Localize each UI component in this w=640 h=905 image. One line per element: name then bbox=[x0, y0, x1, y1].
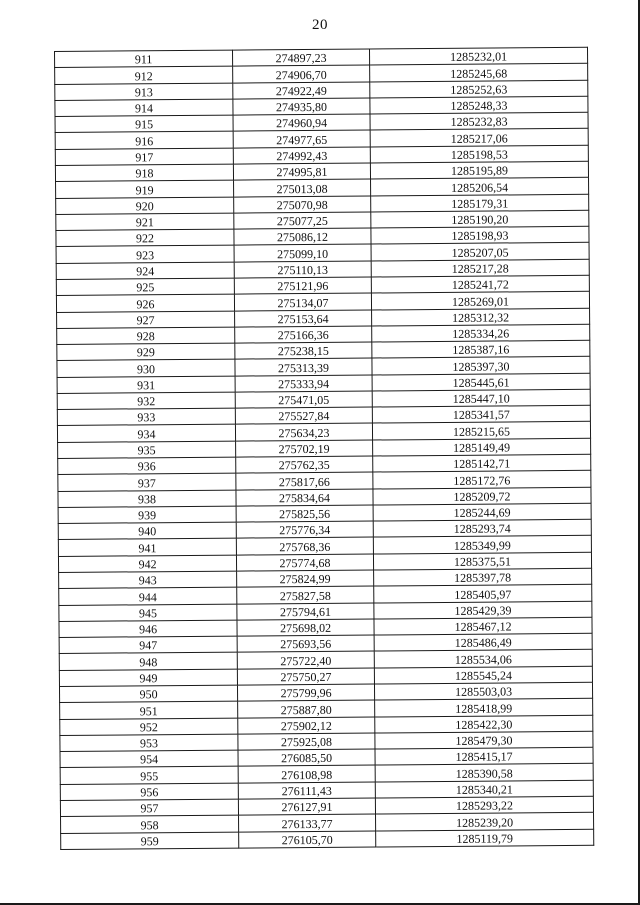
y-coordinate-cell: 1285503,03 bbox=[374, 682, 592, 700]
point-number-cell: 951 bbox=[60, 701, 238, 719]
y-coordinate-cell: 1285445,61 bbox=[372, 373, 590, 391]
point-number-cell: 945 bbox=[59, 604, 237, 622]
y-coordinate-cell: 1285534,06 bbox=[374, 650, 592, 668]
y-coordinate-cell: 1285293,74 bbox=[373, 519, 591, 537]
x-coordinate-cell: 275134,07 bbox=[234, 293, 371, 310]
x-coordinate-cell: 274897,23 bbox=[232, 49, 369, 66]
x-coordinate-cell: 276108,98 bbox=[238, 765, 375, 782]
x-coordinate-cell: 275634,23 bbox=[235, 423, 372, 440]
y-coordinate-cell: 1285486,49 bbox=[374, 633, 592, 651]
point-number-cell: 935 bbox=[58, 441, 236, 459]
x-coordinate-cell: 275817,66 bbox=[236, 472, 373, 489]
point-number-cell: 921 bbox=[56, 213, 234, 231]
y-coordinate-cell: 1285232,01 bbox=[369, 47, 587, 65]
point-number-cell: 931 bbox=[57, 376, 235, 394]
y-coordinate-cell: 1285179,31 bbox=[371, 194, 589, 212]
y-coordinate-cell: 1285172,76 bbox=[373, 471, 591, 489]
point-number-cell: 953 bbox=[60, 734, 238, 752]
point-number-cell: 959 bbox=[61, 832, 239, 850]
point-number-cell: 929 bbox=[57, 343, 235, 361]
point-number-cell: 916 bbox=[55, 132, 233, 150]
point-number-cell: 942 bbox=[58, 555, 236, 573]
x-coordinate-cell: 276127,91 bbox=[238, 798, 375, 815]
y-coordinate-cell: 1285248,33 bbox=[370, 96, 588, 114]
point-number-cell: 914 bbox=[55, 99, 233, 117]
x-coordinate-cell: 275825,56 bbox=[236, 505, 373, 522]
coordinates-table-body bbox=[55, 47, 594, 849]
point-number-cell: 924 bbox=[56, 262, 234, 280]
y-coordinate-cell: 1285215,65 bbox=[372, 422, 590, 440]
y-coordinate-cell: 1285207,05 bbox=[371, 243, 589, 261]
point-number-cell: 948 bbox=[59, 652, 237, 670]
y-coordinate-cell: 1285269,01 bbox=[371, 292, 589, 310]
point-number-cell: 957 bbox=[60, 799, 238, 817]
y-coordinate-cell: 1285340,21 bbox=[375, 780, 593, 798]
point-number-cell: 933 bbox=[57, 408, 235, 426]
y-coordinate-cell: 1285418,99 bbox=[375, 699, 593, 717]
x-coordinate-cell: 274935,80 bbox=[233, 98, 370, 115]
y-coordinate-cell: 1285375,51 bbox=[373, 552, 591, 570]
x-coordinate-cell: 276111,43 bbox=[238, 782, 375, 799]
y-coordinate-cell: 1285241,72 bbox=[371, 275, 589, 293]
x-coordinate-cell: 275013,08 bbox=[234, 179, 371, 196]
y-coordinate-cell: 1285397,30 bbox=[372, 357, 590, 375]
x-coordinate-cell: 275693,56 bbox=[237, 635, 374, 652]
y-coordinate-cell: 1285198,93 bbox=[371, 226, 589, 244]
y-coordinate-cell: 1285190,20 bbox=[371, 210, 589, 228]
y-coordinate-cell: 1285447,10 bbox=[372, 389, 590, 407]
x-coordinate-cell: 275702,19 bbox=[236, 440, 373, 457]
x-coordinate-cell: 275768,36 bbox=[236, 537, 373, 554]
y-coordinate-cell: 1285349,99 bbox=[373, 536, 591, 554]
y-coordinate-cell: 1285312,32 bbox=[372, 308, 590, 326]
y-coordinate-cell: 1285397,78 bbox=[374, 568, 592, 586]
y-coordinate-cell: 1285422,30 bbox=[375, 715, 593, 733]
y-coordinate-cell: 1285217,28 bbox=[371, 259, 589, 277]
point-number-cell: 958 bbox=[61, 815, 239, 833]
x-coordinate-cell: 274977,65 bbox=[233, 130, 370, 147]
point-number-cell: 952 bbox=[60, 718, 238, 736]
y-coordinate-cell: 1285429,39 bbox=[374, 601, 592, 619]
x-coordinate-cell: 275166,36 bbox=[235, 326, 372, 343]
x-coordinate-cell: 275333,94 bbox=[235, 375, 372, 392]
x-coordinate-cell: 275750,27 bbox=[237, 668, 374, 685]
x-coordinate-cell: 276105,70 bbox=[239, 830, 376, 847]
y-coordinate-cell: 1285334,26 bbox=[372, 324, 590, 342]
point-number-cell: 926 bbox=[56, 294, 234, 312]
y-coordinate-cell: 1285195,89 bbox=[370, 161, 588, 179]
point-number-cell: 917 bbox=[55, 148, 233, 166]
point-number-cell: 913 bbox=[55, 83, 233, 101]
y-coordinate-cell: 1285198,53 bbox=[370, 145, 588, 163]
point-number-cell: 940 bbox=[58, 522, 236, 540]
point-number-cell: 915 bbox=[55, 115, 233, 133]
x-coordinate-cell: 275887,80 bbox=[238, 700, 375, 717]
page-number: 20 bbox=[312, 17, 328, 33]
y-coordinate-cell: 1285239,20 bbox=[376, 813, 594, 831]
coordinates-table-container bbox=[54, 47, 590, 850]
x-coordinate-cell: 275824,99 bbox=[237, 570, 374, 587]
x-coordinate-cell: 275077,25 bbox=[234, 212, 371, 229]
point-number-cell: 922 bbox=[56, 229, 234, 247]
point-number-cell: 920 bbox=[56, 197, 234, 215]
y-coordinate-cell: 1285232,83 bbox=[370, 112, 588, 130]
y-coordinate-cell: 1285341,57 bbox=[372, 405, 590, 423]
x-coordinate-cell: 275722,40 bbox=[237, 651, 374, 668]
point-number-cell: 911 bbox=[55, 50, 233, 68]
x-coordinate-cell: 275110,13 bbox=[234, 261, 371, 278]
x-coordinate-cell: 276133,77 bbox=[239, 814, 376, 831]
point-number-cell: 944 bbox=[59, 587, 237, 605]
y-coordinate-cell: 1285206,54 bbox=[371, 178, 589, 196]
x-coordinate-cell: 275762,35 bbox=[236, 456, 373, 473]
x-coordinate-cell: 275238,15 bbox=[235, 342, 372, 359]
coordinates-table bbox=[54, 47, 594, 850]
y-coordinate-cell: 1285209,72 bbox=[373, 487, 591, 505]
y-coordinate-cell: 1285405,97 bbox=[374, 585, 592, 603]
x-coordinate-cell: 275471,05 bbox=[235, 391, 372, 408]
x-coordinate-cell: 274995,81 bbox=[233, 163, 370, 180]
x-coordinate-cell: 275799,96 bbox=[237, 684, 374, 701]
point-number-cell: 949 bbox=[59, 669, 237, 687]
point-number-cell: 941 bbox=[58, 539, 236, 557]
x-coordinate-cell: 275099,10 bbox=[234, 244, 371, 261]
x-coordinate-cell: 274922,49 bbox=[233, 82, 370, 99]
x-coordinate-cell: 275794,61 bbox=[237, 603, 374, 620]
y-coordinate-cell: 1285390,58 bbox=[375, 764, 593, 782]
y-coordinate-cell: 1285545,24 bbox=[374, 666, 592, 684]
point-number-cell: 928 bbox=[57, 327, 235, 345]
x-coordinate-cell: 275827,58 bbox=[237, 586, 374, 603]
x-coordinate-cell: 275925,08 bbox=[238, 733, 375, 750]
point-number-cell: 954 bbox=[60, 750, 238, 768]
y-coordinate-cell: 1285217,06 bbox=[370, 129, 588, 147]
point-number-cell: 939 bbox=[58, 506, 236, 524]
x-coordinate-cell: 275153,64 bbox=[235, 310, 372, 327]
y-coordinate-cell: 1285119,79 bbox=[376, 829, 594, 847]
x-coordinate-cell: 274906,70 bbox=[233, 65, 370, 82]
y-coordinate-cell: 1285245,68 bbox=[370, 64, 588, 82]
x-coordinate-cell: 275527,84 bbox=[235, 407, 372, 424]
point-number-cell: 950 bbox=[59, 685, 237, 703]
point-number-cell: 943 bbox=[59, 571, 237, 589]
x-coordinate-cell: 275776,34 bbox=[236, 521, 373, 538]
y-coordinate-cell: 1285244,69 bbox=[373, 503, 591, 521]
point-number-cell: 934 bbox=[57, 425, 235, 443]
point-number-cell: 955 bbox=[60, 766, 238, 784]
point-number-cell: 938 bbox=[58, 490, 236, 508]
x-coordinate-cell: 275902,12 bbox=[238, 717, 375, 734]
y-coordinate-cell: 1285142,71 bbox=[373, 454, 591, 472]
x-coordinate-cell: 274992,43 bbox=[233, 147, 370, 164]
x-coordinate-cell: 275086,12 bbox=[234, 228, 371, 245]
y-coordinate-cell: 1285387,16 bbox=[372, 340, 590, 358]
y-coordinate-cell: 1285149,49 bbox=[373, 438, 591, 456]
point-number-cell: 925 bbox=[56, 278, 234, 296]
x-coordinate-cell: 275121,96 bbox=[234, 277, 371, 294]
point-number-cell: 956 bbox=[60, 783, 238, 801]
x-coordinate-cell: 275070,98 bbox=[234, 196, 371, 213]
x-coordinate-cell: 275834,64 bbox=[236, 489, 373, 506]
point-number-cell: 936 bbox=[58, 457, 236, 475]
point-number-cell: 947 bbox=[59, 636, 237, 654]
y-coordinate-cell: 1285415,17 bbox=[375, 747, 593, 765]
point-number-cell: 927 bbox=[57, 311, 235, 329]
y-coordinate-cell: 1285252,63 bbox=[370, 80, 588, 98]
point-number-cell: 923 bbox=[56, 245, 234, 263]
x-coordinate-cell: 276085,50 bbox=[238, 749, 375, 766]
x-coordinate-cell: 274960,94 bbox=[233, 114, 370, 131]
point-number-cell: 930 bbox=[57, 359, 235, 377]
point-number-cell: 937 bbox=[58, 473, 236, 491]
y-coordinate-cell: 1285479,30 bbox=[375, 731, 593, 749]
point-number-cell: 912 bbox=[55, 66, 233, 84]
x-coordinate-cell: 275698,02 bbox=[237, 619, 374, 636]
point-number-cell: 946 bbox=[59, 620, 237, 638]
point-number-cell: 932 bbox=[57, 392, 235, 410]
x-coordinate-cell: 275774,68 bbox=[236, 554, 373, 571]
y-coordinate-cell: 1285293,22 bbox=[375, 796, 593, 814]
point-number-cell: 919 bbox=[56, 180, 234, 198]
point-number-cell: 918 bbox=[55, 164, 233, 182]
y-coordinate-cell: 1285467,12 bbox=[374, 617, 592, 635]
x-coordinate-cell: 275313,39 bbox=[235, 358, 372, 375]
